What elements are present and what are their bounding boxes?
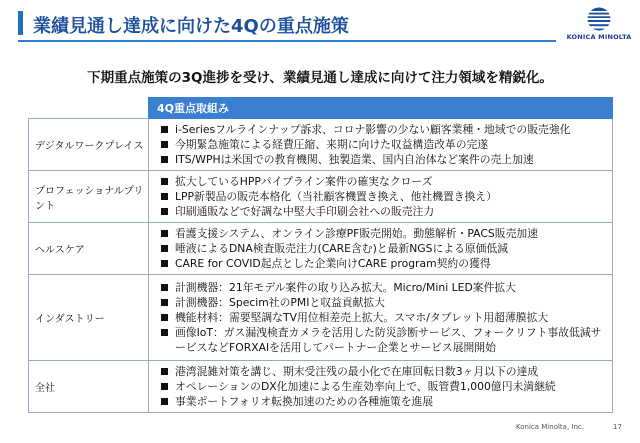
measure-item: 印刷通販などで好調な中堅大手印刷会社への販売注力: [159, 204, 612, 219]
table-header-measures: 4Q重点取組み: [149, 98, 613, 119]
measure-item: i-Seriesフルラインナップ訴求、コロナ影響の少ない顧客業種・地域での販売強化: [159, 122, 612, 137]
title-bar: [0, 0, 640, 46]
page-title: 業績見通し達成に向けた4Qの重点施策: [33, 16, 349, 37]
measure-item: 今期緊急施策による経費圧縮、来期に向けた収益構造改革の完遂: [159, 137, 612, 152]
title-accent-bar: [18, 11, 23, 35]
footer-company: Konica Minolta, Inc.: [516, 423, 584, 431]
measure-item: 画像IoT：ガス漏洩検査カメラを活用した防災診断サービス、フォークリフト事故低減サービスなどFORXAIを活用してパートナー企業とサービス展開開始: [159, 325, 612, 355]
category-label: インダストリー: [29, 275, 149, 361]
measure-item: 機能材料：需要堅調なTV用位相差売上拡大。スマホ/タブレット用超薄膜拡大: [159, 310, 612, 325]
table-header-row: [29, 98, 613, 119]
table-row: [29, 223, 613, 275]
table-row: [29, 275, 613, 361]
measure-item: 拡大しているHPPパイプライン案件の確実なクローズ: [159, 174, 612, 189]
measure-item: 看護支援システム、オンライン診療PF販売開始。動態解析・PACS販売加速: [159, 226, 612, 241]
page-number: 17: [613, 423, 622, 431]
measure-item: ITS/WPHは米国での教育機関、独製造業、国内自治体など案件の売上加速: [159, 152, 612, 167]
measure-item: 事業ポートフォリオ転換加速のための各種施策を進展: [159, 394, 612, 409]
measure-list: [149, 171, 613, 223]
logo-wordmark: KONICA MINOLTA: [566, 33, 632, 41]
measure-item: 計測機器：21年モデル案件の取り込み拡大。Micro/Mini LED案件拡大: [159, 280, 612, 295]
category-label: デジタルワークプレイス: [29, 119, 149, 171]
measure-list: [149, 119, 613, 171]
measure-list: [149, 223, 613, 275]
measure-item: CARE for COVID起点とした企業向けCARE program契約の獲得: [159, 256, 612, 271]
table-header-blank: [29, 98, 149, 119]
category-label: ヘルスケア: [29, 223, 149, 275]
priority-measures-table: [28, 97, 613, 413]
measure-item: LPP新製品の販売本格化（当社顧客機置き換え、他社機置き換え）: [159, 189, 612, 204]
measure-item: 計測機器：Specim社のPMIと収益貢献拡大: [159, 295, 612, 310]
measure-list: [149, 275, 613, 361]
slide-subtitle: 下期重点施策の3Q進捗を受け、業績見通し達成に向けて注力領域を精鋭化。: [87, 70, 553, 86]
title-underline: [18, 40, 556, 42]
konica-minolta-logo: [566, 6, 632, 46]
category-label: プロフェッショナルプリント: [29, 171, 149, 223]
globe-logo-icon: [566, 6, 632, 34]
table-row: [29, 119, 613, 171]
measure-list: [149, 361, 613, 413]
measure-item: 港湾混雑対策を講じ、期末受注残の最小化で在庫回転日数3ヶ月以下の達成: [159, 364, 612, 379]
table-row: [29, 361, 613, 413]
table-row: [29, 171, 613, 223]
measure-item: オペレーションのDX化加速による生産効率向上で、販管費1,000億円未満継続: [159, 379, 612, 394]
category-label: 全社: [29, 361, 149, 413]
measure-item: 唾液によるDNA検査販売注力(CARE含む)と最新NGSによる原価低減: [159, 241, 612, 256]
